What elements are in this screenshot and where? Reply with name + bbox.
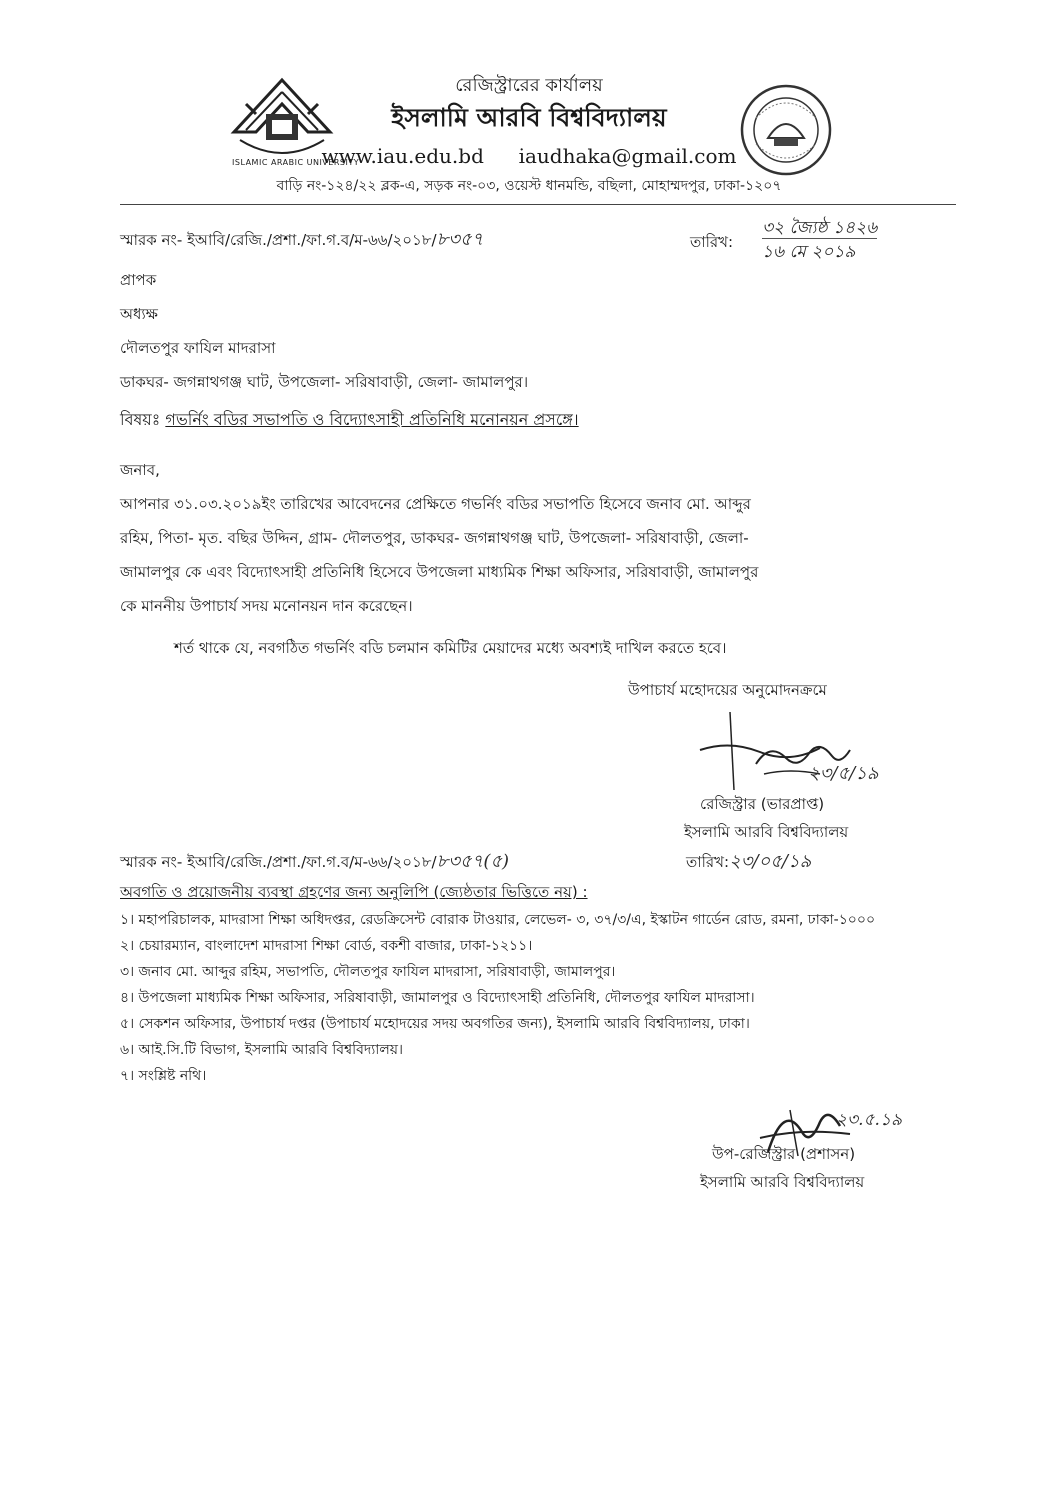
memo-ref-handwritten: ৮৩৫৭ xyxy=(436,229,484,250)
deputy-registrar-designation: উপ-রেজিস্ট্রার (প্রশাসন) xyxy=(712,1145,856,1163)
copy-date-handwritten: ২৩/০৫/১৯ xyxy=(729,851,812,872)
copy-ref-handwritten: ৮৩৫৭(৫) xyxy=(436,851,510,872)
university-name: ইসলামি আরবি বিশ্ববিদ্যালয় xyxy=(391,103,667,132)
deputy-registrar-sign-date: ২৩.৫.১৯ xyxy=(836,1110,903,1130)
copy-item-6: ৬। আই.সি.টি বিভাগ, ইসলামি আরবি বিশ্ববিদ্যালয়। xyxy=(120,1042,404,1058)
copy-item-1: ১। মহাপরিচালক, মাদরাসা শিক্ষা অধিদপ্তর, রেডক্রিসেন্ট বোরাক টাওয়ার, লেভেল- ৩, ৩৭/৩/এ, ইস্কাটন গার্ডেন রোড, রমনা, ঢাকা-১০০০ xyxy=(120,912,876,928)
registrar-sign-date: ২৩/৫/১৯ xyxy=(808,763,879,784)
header-divider xyxy=(120,204,956,205)
memo-date-label: তারিখ: xyxy=(690,233,734,251)
website-link[interactable]: www.iau.edu.bd xyxy=(321,144,484,168)
copy-date-label: তারিখ: xyxy=(686,853,730,871)
copy-item-3: ৩। জনাব মো. আব্দুর রহিম, সভাপতি, দৌলতপুর ফাযিল মাদরাসা, সরিষাবাড়ী, জামালপুর। xyxy=(120,964,616,980)
memo-date-line2: ১৬ মে ২০১৯ xyxy=(762,242,856,262)
body-para1-line1: আপনার ৩১.০৩.২০১৯ইং তারিখের আবেদনের প্রেক্ষিতে গভর্নিং বডির সভাপতি হিসেবে জনাব মো. আব্দুর xyxy=(120,495,751,513)
body-para2: শর্ত থাকে যে, নবগঠিত গভর্নিং বডি চলমান কমিটির মেয়াদের মধ্যে অবশ্যই দাখিল করতে হবে। xyxy=(174,639,727,657)
approval-line: উপাচার্য মহোদয়ের অনুমোদনক্রমে xyxy=(628,681,827,699)
memo-ref xyxy=(120,230,483,250)
university-seal-icon xyxy=(738,82,834,178)
subject-line xyxy=(120,410,579,430)
salutation: জনাব, xyxy=(120,461,160,479)
recipient-address: ডাকঘর- জগন্নাথগঞ্জ ঘাট, উপজেলা- সরিষাবাড়ী, জেলা- জামালপুর। xyxy=(120,373,529,391)
copy-item-5: ৫। সেকশন অফিসার, উপাচার্য দপ্তর (উপাচার্য মহোদয়ের সদয় অবগতির জন্য), ইসলামি আরবি বিশ্ববিদ্যালয়, ঢাকা। xyxy=(120,1016,750,1032)
office-title: রেজিস্ট্রারের কার্যালয় xyxy=(455,75,603,96)
body-para1-line2: রহিম, পিতা- মৃত. বছির উদ্দিন, গ্রাম- দৌলতপুর, ডাকঘর- জগন্নাথগঞ্জ ঘাট, উপজেলা- সরিষাবাড়ী, জেলা- xyxy=(120,529,749,547)
recipient-title: অধ্যক্ষ xyxy=(120,305,158,323)
copy-ref xyxy=(120,852,509,872)
copy-item-2: ২। চেয়ারম্যান, বাংলাদেশ মাদরাসা শিক্ষা বোর্ড, বকশী বাজার, ঢাকা-১২১১। xyxy=(120,938,533,954)
copy-ref-label: স্মারক নং- ইআবি/রেজি./প্রশা./ফা.গ.ব/ম-৬৬/২০১৮/ xyxy=(120,853,437,871)
header-address: বাড়ি নং-১২৪/২২ ব্লক-এ, সড়ক নং-০৩, ওয়েস্ট ধানমন্ডি, বছিলা, মোহাম্মদপুর, ঢাকা-১২০৭ xyxy=(276,178,782,194)
copy-item-7: ৭। সংশ্লিষ্ট নথি। xyxy=(120,1068,207,1084)
recipient-to: প্রাপক xyxy=(120,271,157,289)
subject-label: বিষয়ঃ xyxy=(120,410,161,429)
copy-date xyxy=(686,852,811,872)
email-link[interactable]: iaudhaka@gmail.com xyxy=(518,144,737,168)
copy-heading: অবগতি ও প্রয়োজনীয় ব্যবস্থা গ্রহণের জন্য অনুলিপি (জ্যেষ্ঠতার ভিত্তিতে নয়) : xyxy=(120,883,588,901)
recipient-institution: দৌলতপুর ফাযিল মাদরাসা xyxy=(120,339,276,357)
copy-item-4: ৪। উপজেলা মাধ্যমিক শিক্ষা অফিসার, সরিষাবাড়ী, জামালপুর ও বিদ্যোৎসাহী প্রতিনিধি, দৌলতপুর ফাযিল মাদরাসা। xyxy=(120,990,755,1006)
registrar-designation: রেজিস্ট্রার (ভারপ্রাপ্ত) xyxy=(700,795,825,813)
contact-line xyxy=(0,144,1058,168)
memo-date-line1: ৩২ জ্যৈষ্ঠ ১৪২৬ xyxy=(762,218,878,238)
logo-left-text: ISLAMIC ARABIC UNIVERSITY xyxy=(232,158,360,167)
deputy-registrar-org: ইসলামি আরবি বিশ্ববিদ্যালয় xyxy=(700,1173,865,1191)
memo-ref-label: স্মারক নং- ইআবি/রেজি./প্রশা./ফা.গ.ব/ম-৬৬/২০১৮/ xyxy=(120,231,437,249)
subject-text: গভর্নিং বডির সভাপতি ও বিদ্যোৎসাহী প্রতিনিধি মনোনয়ন প্রসঙ্গে। xyxy=(165,410,579,429)
body-para1-line3: জামালপুর কে এবং বিদ্যোৎসাহী প্রতিনিধি হিসেবে উপজেলা মাধ্যমিক শিক্ষা অফিসার, সরিষাবাড়ী, জামালপুর xyxy=(120,563,759,581)
registrar-org: ইসলামি আরবি বিশ্ববিদ্যালয় xyxy=(684,823,849,841)
body-para1-line4: কে মাননীয় উপাচার্য সদয় মনোনয়ন দান করেছেন। xyxy=(120,597,413,615)
